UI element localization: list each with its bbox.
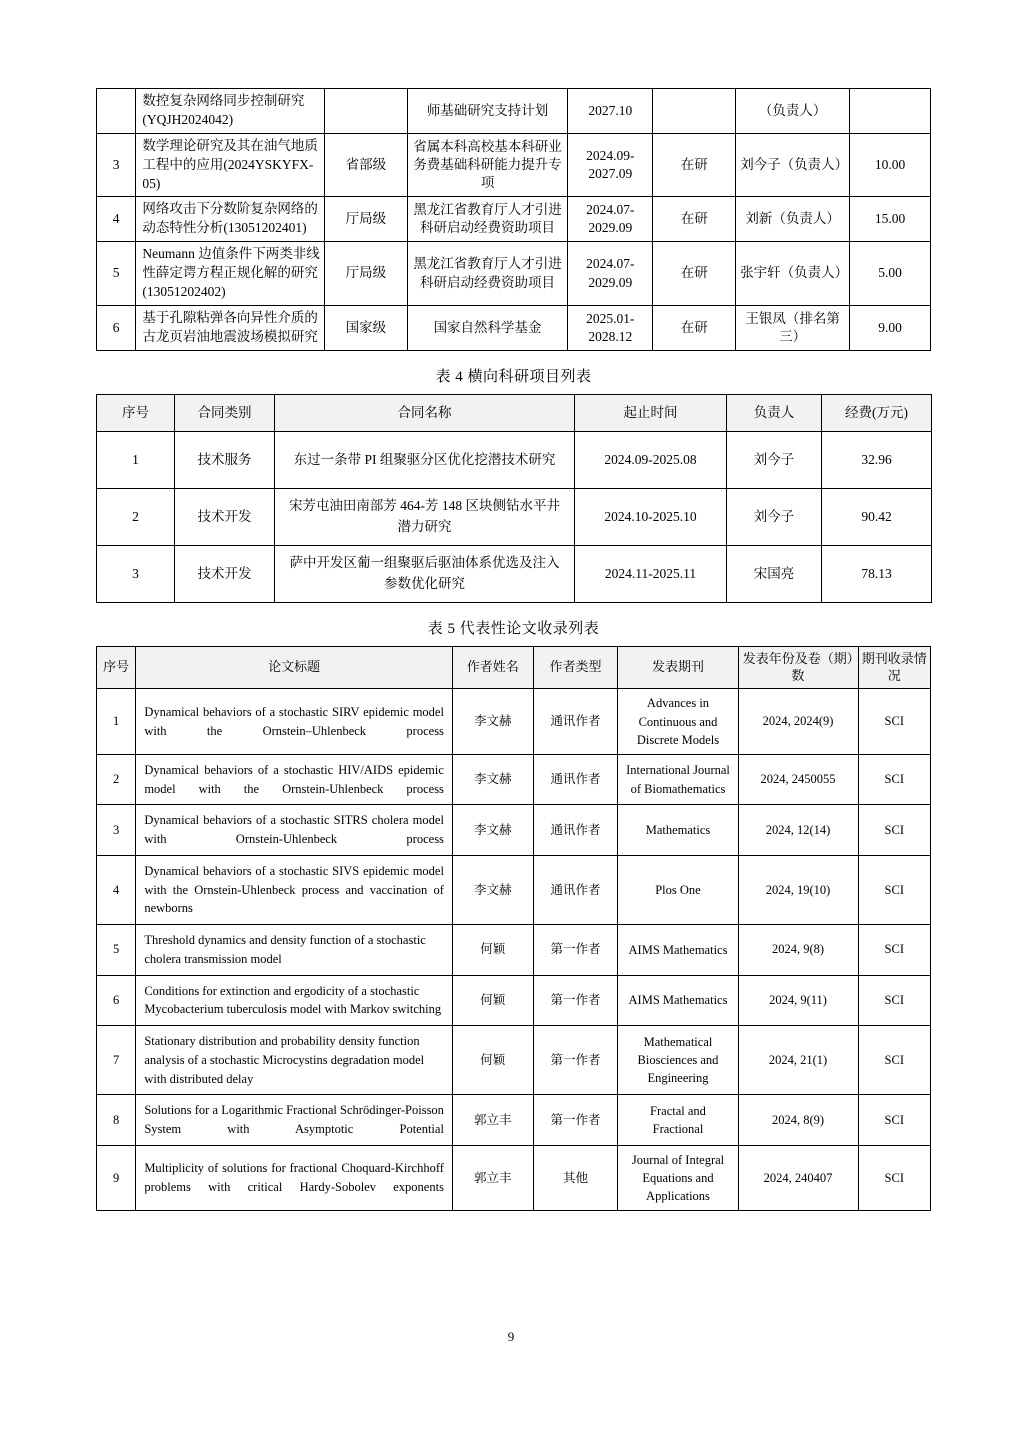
cell-project-name: 网络攻击下分数阶复杂网络的动态特性分析(13051202401) (136, 197, 325, 242)
cell-status: 在研 (653, 197, 736, 242)
cell-index: 3 (97, 133, 136, 197)
table-row (97, 754, 931, 805)
cell-author-name: 何颖 (452, 1026, 533, 1095)
table-row (97, 1145, 931, 1210)
table-row (97, 925, 931, 976)
cell-fund: 9.00 (850, 305, 931, 350)
cell-index: 2 (97, 754, 136, 805)
cell-project-source: 黑龙江省教育厅人才引进科研启动经费资助项目 (407, 242, 568, 306)
cell-project-level: 厅局级 (324, 197, 407, 242)
cell-journal: International Journal of Biomathematics (618, 754, 738, 805)
table-header-row (97, 394, 932, 431)
table-representative-papers (96, 646, 931, 1212)
cell-year-volume: 2024, 8(9) (738, 1095, 858, 1146)
cell-fund (850, 89, 931, 134)
cell-author-type: 通讯作者 (533, 689, 618, 754)
table-header-row (97, 646, 931, 689)
page-number: 9 (507, 1329, 515, 1344)
col-author-type: 作者类型 (533, 646, 618, 689)
col-contract-type: 合同类别 (175, 394, 275, 431)
cell-indexed: SCI (858, 975, 930, 1026)
cell-indexed: SCI (858, 805, 930, 856)
cell-journal: Mathematical Biosciences and Engineering (618, 1026, 738, 1095)
cell-leader: 张宇轩（负责人） (736, 242, 850, 306)
cell-index: 6 (97, 975, 136, 1026)
cell-leader: 刘今子 (727, 488, 822, 545)
col-period: 起止时间 (575, 394, 727, 431)
cell-author-name: 李文赫 (452, 855, 533, 924)
cell-author-name: 何颖 (452, 925, 533, 976)
cell-project-source: 国家自然科学基金 (407, 305, 568, 350)
cell-index: 7 (97, 1026, 136, 1095)
cell-author-name: 郭立丰 (452, 1145, 533, 1210)
cell-index: 9 (97, 1145, 136, 1210)
col-indexed: 期刊收录情况 (858, 646, 930, 689)
cell-index: 3 (97, 545, 175, 602)
cell-journal: Fractal and Fractional (618, 1095, 738, 1146)
cell-index: 5 (97, 242, 136, 306)
cell-fund: 90.42 (822, 488, 932, 545)
cell-period: 2027.10 (568, 89, 653, 134)
cell-leader: 刘今子 (727, 431, 822, 488)
col-paper-title: 论文标题 (136, 646, 453, 689)
cell-project-level: 省部级 (324, 133, 407, 197)
table-row (97, 305, 931, 350)
cell-status: 在研 (653, 133, 736, 197)
cell-index (97, 89, 136, 134)
cell-paper-title: Multiplicity of solutions for fractional Choquard-Kirchhoff problems with critical Hardy-Sobolev exponents (136, 1145, 453, 1210)
cell-index: 8 (97, 1095, 136, 1146)
cell-year-volume: 2024, 12(14) (738, 805, 858, 856)
table-row (97, 805, 931, 856)
cell-journal: Mathematics (618, 805, 738, 856)
cell-paper-title: Dynamical behaviors of a stochastic SIRV epidemic model with the Ornstein–Uhlenbeck process (136, 689, 453, 754)
cell-index: 6 (97, 305, 136, 350)
cell-leader: （负责人） (736, 89, 850, 134)
cell-indexed: SCI (858, 754, 930, 805)
cell-index: 5 (97, 925, 136, 976)
cell-period: 2024.07-2029.09 (568, 197, 653, 242)
col-journal: 发表期刊 (618, 646, 738, 689)
cell-leader: 刘今子（负责人） (736, 133, 850, 197)
cell-fund: 5.00 (850, 242, 931, 306)
cell-project-name: 数控复杂网络同步控制研究(YQJH2024042) (136, 89, 325, 134)
cell-project-name: 基于孔隙粘弹各向异性介质的古龙页岩油地震波场模拟研究 (136, 305, 325, 350)
table-row (97, 133, 931, 197)
cell-year-volume: 2024, 19(10) (738, 855, 858, 924)
cell-period: 2024.09-2027.09 (568, 133, 653, 197)
col-author-name: 作者姓名 (452, 646, 533, 689)
cell-year-volume: 2024, 9(8) (738, 925, 858, 976)
cell-paper-title: Threshold dynamics and density function of a stochastic cholera transmission model (136, 925, 453, 976)
cell-indexed: SCI (858, 1095, 930, 1146)
cell-author-name: 何颖 (452, 975, 533, 1026)
cell-index: 3 (97, 805, 136, 856)
cell-contract-name: 萨中开发区葡一组聚驱后驱油体系优选及注入参数优化研究 (275, 545, 575, 602)
col-index: 序号 (97, 646, 136, 689)
cell-status (653, 89, 736, 134)
cell-fund: 10.00 (850, 133, 931, 197)
cell-indexed: SCI (858, 925, 930, 976)
table-row (97, 1095, 931, 1146)
cell-period: 2025.01-2028.12 (568, 305, 653, 350)
cell-status: 在研 (653, 242, 736, 306)
cell-index: 2 (97, 488, 175, 545)
cell-author-name: 李文赫 (452, 805, 533, 856)
cell-paper-title: Conditions for extinction and ergodicity of a stochastic Mycobacterium tuberculosis model with Markov switching (136, 975, 453, 1026)
cell-contract-name: 东过一条带 PI 组聚驱分区优化挖潜技术研究 (275, 431, 575, 488)
cell-author-name: 郭立丰 (452, 1095, 533, 1146)
table-horizontal-projects (96, 394, 932, 603)
cell-journal: Plos One (618, 855, 738, 924)
cell-indexed: SCI (858, 689, 930, 754)
col-year-volume: 发表年份及卷（期）数 (738, 646, 858, 689)
cell-year-volume: 2024, 9(11) (738, 975, 858, 1026)
cell-index: 1 (97, 431, 175, 488)
cell-index: 4 (97, 855, 136, 924)
cell-author-type: 第一作者 (533, 975, 618, 1026)
cell-journal: Advances in Continuous and Discrete Models (618, 689, 738, 754)
table-row (97, 488, 932, 545)
cell-year-volume: 2024, 21(1) (738, 1026, 858, 1095)
cell-year-volume: 2024, 2450055 (738, 754, 858, 805)
cell-author-type: 第一作者 (533, 1095, 618, 1146)
cell-contract-type: 技术开发 (175, 545, 275, 602)
cell-contract-type: 技术服务 (175, 431, 275, 488)
table-row (97, 197, 931, 242)
cell-leader: 王银凤（排名第三） (736, 305, 850, 350)
cell-paper-title: Dynamical behaviors of a stochastic SITRS cholera model with Ornstein-Uhlenbeck process (136, 805, 453, 856)
cell-project-name: Neumann 边值条件下两类非线性薛定谔方程正规化解的研究(13051202402) (136, 242, 325, 306)
table-row (97, 89, 931, 134)
cell-year-volume: 2024, 240407 (738, 1145, 858, 1210)
cell-paper-title: Dynamical behaviors of a stochastic SIVS epidemic model with the Ornstein-Uhlenbeck process and vaccination of newborns (136, 855, 453, 924)
cell-project-level: 国家级 (324, 305, 407, 350)
cell-contract-name: 宋芳屯油田南部芳 464-芳 148 区块侧钻水平井潜力研究 (275, 488, 575, 545)
cell-author-type: 通讯作者 (533, 754, 618, 805)
cell-project-source: 师基础研究支持计划 (407, 89, 568, 134)
cell-paper-title: Dynamical behaviors of a stochastic HIV/AIDS epidemic model with the Ornstein-Uhlenbeck process (136, 754, 453, 805)
cell-contract-type: 技术开发 (175, 488, 275, 545)
cell-status: 在研 (653, 305, 736, 350)
cell-indexed: SCI (858, 855, 930, 924)
col-leader: 负责人 (727, 394, 822, 431)
table-row (97, 975, 931, 1026)
cell-author-type: 通讯作者 (533, 805, 618, 856)
cell-indexed: SCI (858, 1145, 930, 1210)
cell-index: 4 (97, 197, 136, 242)
cell-fund: 32.96 (822, 431, 932, 488)
page-content (96, 88, 931, 1211)
cell-project-source: 黑龙江省教育厅人才引进科研启动经费资助项目 (407, 197, 568, 242)
table-row (97, 1026, 931, 1095)
table5-caption: 表 5 代表性论文收录列表 (427, 620, 600, 637)
cell-author-type: 第一作者 (533, 1026, 618, 1095)
cell-fund: 15.00 (850, 197, 931, 242)
cell-project-name: 数学理论研究及其在油气地质工程中的应用(2024YSKYFX-05) (136, 133, 325, 197)
cell-leader: 宋国亮 (727, 545, 822, 602)
cell-author-type: 通讯作者 (533, 855, 618, 924)
cell-index: 1 (97, 689, 136, 754)
col-index: 序号 (97, 394, 175, 431)
table-row (97, 689, 931, 754)
cell-project-source: 省属本科高校基本科研业务费基础科研能力提升专项 (407, 133, 568, 197)
cell-period: 2024.07-2029.09 (568, 242, 653, 306)
table-row (97, 545, 932, 602)
cell-journal: AIMS Mathematics (618, 925, 738, 976)
col-contract-name: 合同名称 (275, 394, 575, 431)
cell-project-level: 厅局级 (324, 242, 407, 306)
cell-paper-title: Solutions for a Logarithmic Fractional Schrödinger-Poisson System with Asymptotic Potential (136, 1095, 453, 1146)
cell-paper-title: Stationary distribution and probability density function analysis of a stochastic Microcystins degradation model with distributed delay (136, 1026, 453, 1095)
cell-author-type: 第一作者 (533, 925, 618, 976)
table-research-projects-continued (96, 88, 931, 351)
cell-author-name: 李文赫 (452, 689, 533, 754)
cell-author-name: 李文赫 (452, 754, 533, 805)
cell-period: 2024.11-2025.11 (575, 545, 727, 602)
cell-period: 2024.10-2025.10 (575, 488, 727, 545)
col-fund: 经费(万元) (822, 394, 932, 431)
table-row (97, 242, 931, 306)
cell-period: 2024.09-2025.08 (575, 431, 727, 488)
cell-year-volume: 2024, 2024(9) (738, 689, 858, 754)
table4-caption: 表 4 横向科研项目列表 (435, 368, 592, 385)
table-row (97, 855, 931, 924)
cell-fund: 78.13 (822, 545, 932, 602)
cell-indexed: SCI (858, 1026, 930, 1095)
table-row (97, 431, 932, 488)
cell-leader: 刘新（负责人） (736, 197, 850, 242)
cell-journal: Journal of Integral Equations and Applications (618, 1145, 738, 1210)
cell-author-type: 其他 (533, 1145, 618, 1210)
cell-project-level (324, 89, 407, 134)
cell-journal: AIMS Mathematics (618, 975, 738, 1026)
